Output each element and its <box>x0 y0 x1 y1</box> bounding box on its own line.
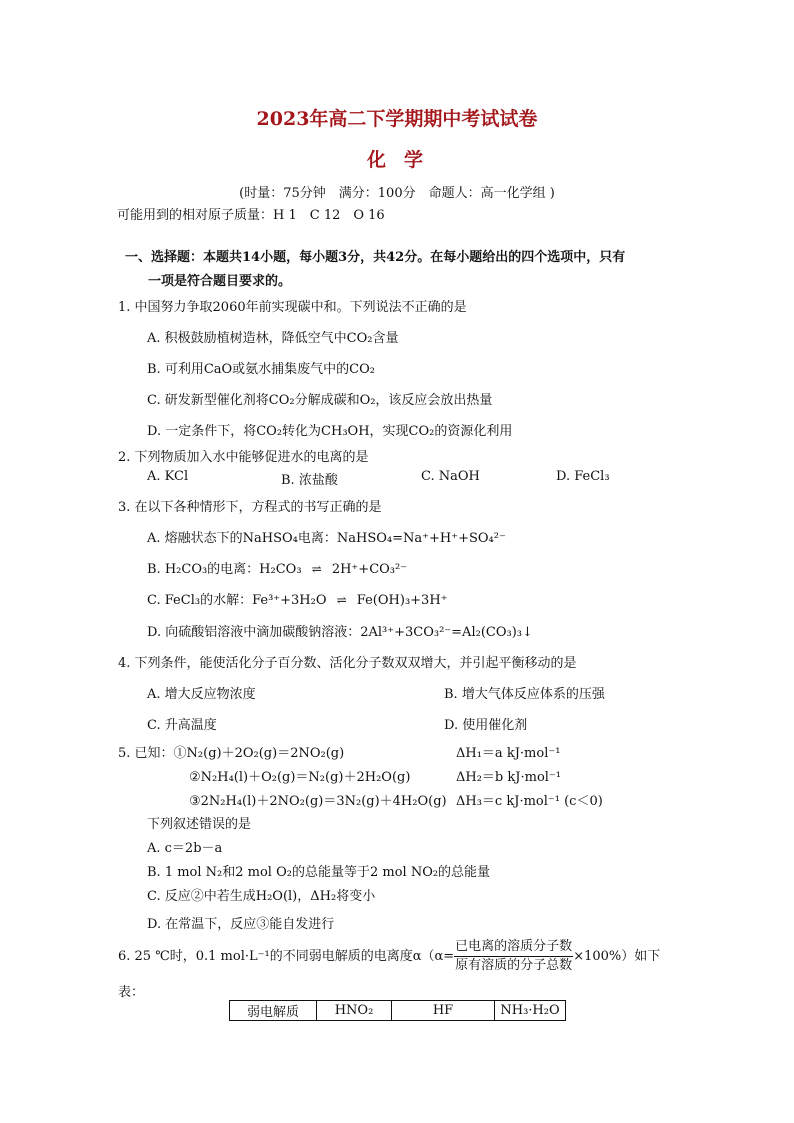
q4-option-a: A. 增大反应物浓度 <box>147 687 256 702</box>
q5-ask: 下列叙述错误的是 <box>147 817 252 832</box>
equilibrium-arrow-icon: ⇌ <box>336 593 347 607</box>
q5-option-a: A. c＝2b－a <box>147 841 223 856</box>
ionization-fraction <box>454 938 573 975</box>
q5-eq2: ②N₂H₄(l)＋O₂(g)＝N₂(g)＋2H₂O(g) <box>189 770 411 785</box>
q2-option-a: A. KCl <box>147 469 189 484</box>
q5-eq3: ③2N₂H₄(l)＋2NO₂(g)＝3N₂(g)＋4H₂O(g) <box>189 794 447 809</box>
q1-stem: 1. 中国努力争取2060年前实现碳中和。下列说法不正确的是 <box>118 300 467 315</box>
q6-stem <box>118 938 660 975</box>
electrolyte-table <box>229 1000 566 1021</box>
table-header-cell: HNO₂ <box>317 1001 392 1021</box>
q2-option-c: C. NaOH <box>421 469 480 484</box>
q3-option-a: A. 熔融状态下的NaHSO₄电离：NaHSO₄=Na⁺+H⁺+SO₄²⁻ <box>147 531 506 546</box>
exam-title: 2023年高二下学期期中考试试卷 <box>256 108 538 130</box>
q1-option-a: A. 积极鼓励植树造林，降低空气中CO₂含量 <box>147 331 399 346</box>
q5-option-d: D. 在常温下，反应③能自发进行 <box>147 917 335 932</box>
q5-dh2: ΔH₂＝b kJ·mol⁻¹ <box>456 770 561 785</box>
section-heading: 一、选择题：本题共14小题，每小题3分，共42分。在每小题给出的四个选项中，只有 <box>125 250 626 265</box>
q2-option-d: D. FeCl₃ <box>556 469 610 484</box>
table-header-cell: HF <box>392 1001 495 1021</box>
q3-stem: 3. 在以下各种情形下，方程式的书写正确的是 <box>118 500 382 515</box>
q3-option-c-left: C. FeCl₃的水解：Fe³⁺+3H₂O <box>147 593 327 608</box>
q3-option-b-right: 2H⁺+CO₃²⁻ <box>331 562 408 577</box>
q4-stem: 4. 下列条件，能使活化分子百分数、活化分子数双双增大，并引起平衡移动的是 <box>118 656 577 671</box>
q6-stem-text: 6. 25 ℃时，0.1 mol·L⁻¹的不同弱电解质的电离度α（α= <box>118 949 455 964</box>
q5-stem: 5. 已知：①N₂(g)＋2O₂(g)＝2NO₂(g) <box>118 746 345 761</box>
table-header-cell: 弱电解质 <box>230 1001 317 1021</box>
fraction-denominator: 原有溶质的分子总数 <box>455 958 573 973</box>
q2-stem: 2. 下列物质加入水中能够促进水的电离的是 <box>118 450 369 465</box>
q1-option-d: D. 一定条件下，将CO₂转化为CH₃OH，实现CO₂的资源化利用 <box>147 424 513 439</box>
q5-option-c: C. 反应②中若生成H₂O(l)，ΔH₂将变小 <box>147 889 376 904</box>
q2-option-b: B. 浓盐酸 <box>281 473 338 488</box>
q5-dh3: ΔH₃＝c kJ·mol⁻¹ (c＜0) <box>456 794 603 809</box>
q1-option-b: B. 可利用CaO或氨水捕集废气中的CO₂ <box>147 362 375 377</box>
q4-option-b: B. 增大气体反应体系的压强 <box>444 687 605 702</box>
q3-option-c-right: Fe(OH)₃+3H⁺ <box>356 593 448 608</box>
q3-option-d: D. 向硫酸铝溶液中滴加碳酸钠溶液：2Al³⁺+3CO₃²⁻=Al₂(CO₃)₃↓ <box>147 625 533 640</box>
fraction-numerator: 已电离的溶质分子数 <box>454 938 573 957</box>
q3-option-b <box>147 558 407 577</box>
q4-option-d: D. 使用催化剂 <box>444 718 528 733</box>
q6-stem-line2: 表： <box>118 985 145 1000</box>
exam-meta: (时量：75分钟 满分：100分 命题人：高一化学组 ) <box>239 186 555 201</box>
table-row <box>230 1001 566 1021</box>
exam-subject: 化学 <box>366 149 441 171</box>
q3-option-b-left: B. H₂CO₃的电离：H₂CO₃ <box>147 562 302 577</box>
q5-dh1: ΔH₁＝a kJ·mol⁻¹ <box>456 746 561 761</box>
atomic-masses: 可能用到的相对原子质量：H 1 C 12 O 16 <box>117 208 385 223</box>
q5-option-b: B. 1 mol N₂和2 mol O₂的总能量等于2 mol NO₂的总能量 <box>147 865 491 880</box>
q6-stem-tail: ×100%）如下 <box>573 949 661 964</box>
q4-option-c: C. 升高温度 <box>147 718 217 733</box>
table-header-cell: NH₃·H₂O <box>495 1001 566 1021</box>
equilibrium-arrow-icon: ⇌ <box>311 562 322 576</box>
section-heading-cont: 一项是符合题目要求的。 <box>148 274 292 289</box>
q1-option-c: C. 研发新型催化剂将CO₂分解成碳和O₂，该反应会放出热量 <box>147 393 493 408</box>
q3-option-c <box>147 589 448 608</box>
